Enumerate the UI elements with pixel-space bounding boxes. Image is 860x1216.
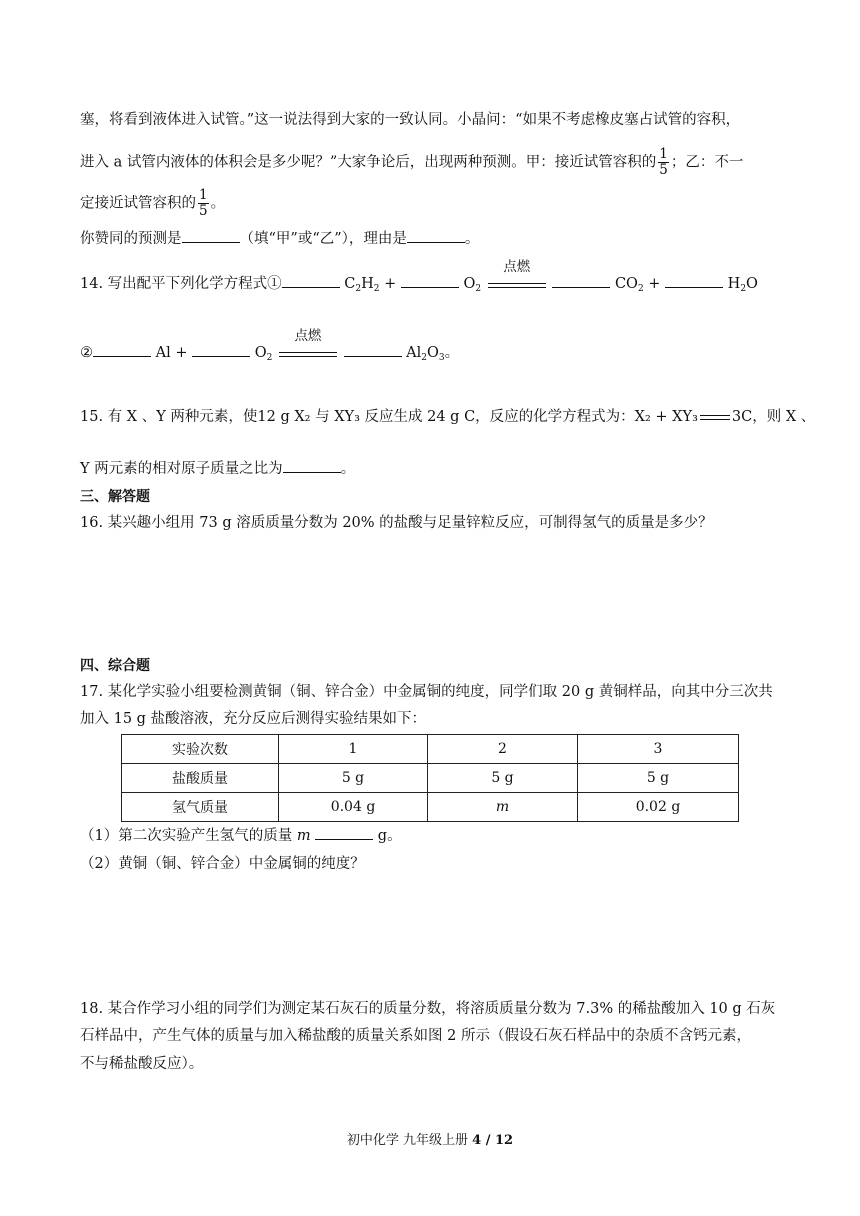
coefficient-blank[interactable] (552, 273, 610, 288)
q14-equation-2: ② $Al + O_2$ 点燃 $Al_2O_3$。 (80, 328, 460, 363)
table-row (122, 793, 739, 822)
table-cell: 5 g (279, 764, 428, 793)
page-footer: 初中化学 九年级上册 4 / 12 (346, 1133, 514, 1148)
q17-sub2: （2）黄铜（铜、锌合金）中金属铜的纯度？ (80, 856, 365, 872)
q15-line1: 15. 有 X 、Y 两种元素，使12 g X₂ 与 XY₃ 反应生成 24 g C，反应的化学方程式为：X₂ + XY₃ 3C，则 X 、 (80, 409, 816, 425)
table-cell: 3 (578, 735, 739, 764)
answer-blank[interactable] (315, 825, 373, 840)
table-cell: 5 g (578, 764, 739, 793)
q17-sub1: （1）第二次实验产生氢气的质量 m g。 (80, 825, 402, 846)
table-cell: 1 (279, 735, 428, 764)
answer-blank[interactable] (407, 228, 465, 243)
table-cell: 实验次数 (122, 735, 279, 764)
fraction-one-fifth: $\frac{1}{5}$ (199, 187, 208, 219)
table-cell: 0.02 g (578, 793, 739, 822)
section-heading-3: 三、解答题 (80, 489, 150, 505)
section-heading-4: 四、综合题 (80, 658, 150, 674)
q15-line2: Y 两元素的相对原子质量之比为 。 (80, 458, 355, 479)
q14-equation-1: 14. 写出配平下列化学方程式① $C_2H_2 + O_2$ 点燃 $CO_2 + H_2O$ (80, 259, 758, 294)
coefficient-blank[interactable] (282, 273, 340, 288)
table-cell: 0.04 g (279, 793, 428, 822)
coefficient-blank[interactable] (93, 342, 151, 357)
q13-line2: 进入 a 试管内液体的体积会是多少呢？”大家争论后，出现两种预测。甲：接近试管容积的 $\frac{1}{5}$ ；乙：不一 (80, 146, 744, 178)
coefficient-blank[interactable] (401, 273, 459, 288)
q17-line1: 17. 某化学实验小组要检测黄铜（铜、锌合金）中金属铜的纯度，同学们取 20 g 黄铜样品，向其中分三次共 (80, 684, 773, 700)
answer-blank[interactable] (283, 458, 341, 473)
table-row (122, 764, 739, 793)
q18-line1: 18. 某合作学习小组的同学们为测定某石灰石的质量分数，将溶质质量分数为 7.3% 的稀盐酸加入 10 g 石灰 (80, 1001, 776, 1017)
coefficient-blank[interactable] (665, 273, 723, 288)
answer-blank[interactable] (182, 228, 240, 243)
table-cell: 2 (428, 735, 578, 764)
equals-sign (700, 415, 730, 420)
table-row (122, 735, 739, 764)
coefficient-blank[interactable] (344, 342, 402, 357)
q13-line3: 定接近试管容积的 $\frac{1}{5}$ 。 (80, 187, 226, 219)
page-number: 4 / 12 (472, 1133, 514, 1148)
table-cell: 盐酸质量 (122, 764, 279, 793)
q18-line3: 不与稀盐酸反应）。 (80, 1056, 204, 1072)
fraction-one-fifth: $\frac{1}{5}$ (659, 146, 668, 178)
table-cell: 氢气质量 (122, 793, 279, 822)
q18-line2: 石样品中，产生气体的质量与加入稀盐酸的质量关系如图 2 所示（假设石灰石样品中的杂质不含钙元素， (80, 1028, 751, 1044)
results-table (121, 734, 739, 822)
q17-line2: 加入 15 g 盐酸溶液，充分反应后测得实验结果如下： (80, 711, 427, 727)
q13-line4: 你赞同的预测是 （填“甲”或“乙”），理由是 。 (80, 228, 479, 249)
table-cell: 5 g (428, 764, 578, 793)
coefficient-blank[interactable] (192, 342, 250, 357)
reaction-arrow: 点燃 (277, 343, 339, 363)
table-cell: m (428, 793, 578, 822)
reaction-arrow: 点燃 (486, 274, 548, 294)
q16-text: 16. 某兴趣小组用 73 g 溶质质量分数为 20% 的盐酸与足量锌粒反应，可制得氢气的质量是多少？ (80, 515, 713, 531)
q13-line1: 塞，将看到液体进入试管。”这一说法得到大家的一致认同。小晶问：“如果不考虑橡皮塞占试管的容积， (80, 112, 741, 128)
